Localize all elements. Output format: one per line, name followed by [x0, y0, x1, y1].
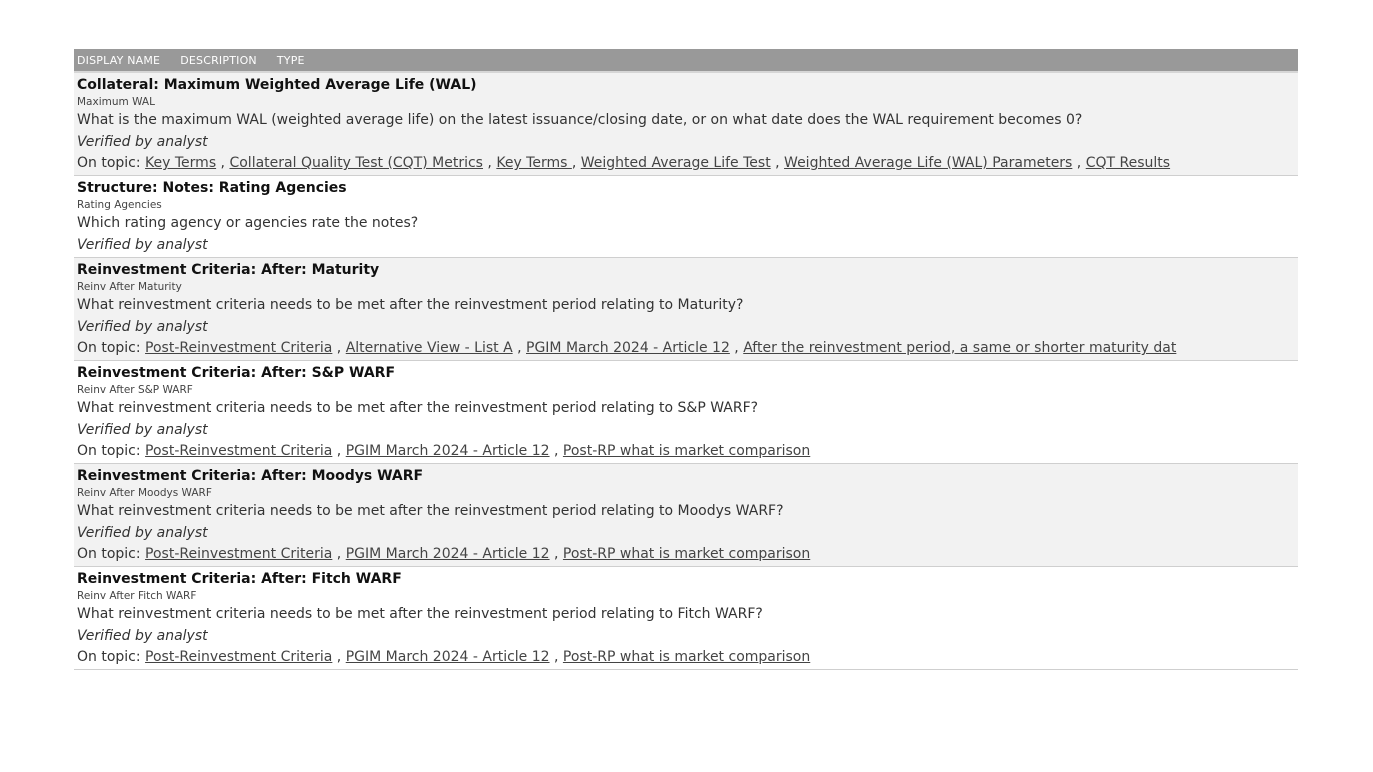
topic-link[interactable]: Key Terms	[496, 155, 572, 171]
row-title: Reinvestment Criteria: After: Fitch WARF	[77, 571, 402, 587]
row-short-name: Reinv After Moodys WARF	[77, 487, 212, 499]
row-title: Collateral: Maximum Weighted Average Life (WAL)	[77, 77, 477, 93]
table-row[interactable]	[74, 73, 1298, 176]
topic-link[interactable]: CQT Results	[1085, 155, 1171, 171]
table-row[interactable]	[74, 361, 1298, 464]
on-topic-line	[77, 153, 1298, 174]
table-row[interactable]	[74, 176, 1298, 258]
verified-label: Verified by analyst	[77, 422, 208, 438]
topic-separator: ,	[512, 340, 527, 356]
topic-separator: ,	[332, 649, 346, 665]
row-title: Structure: Notes: Rating Agencies	[77, 180, 347, 196]
definitions-table	[74, 49, 1298, 670]
row-short-name: Maximum WAL	[77, 96, 155, 108]
on-topic-line	[77, 338, 1298, 359]
topic-link[interactable]: Post-Reinvestment Criteria	[145, 649, 333, 665]
row-title: Reinvestment Criteria: After: Moodys WARF	[77, 468, 424, 484]
topic-link[interactable]: PGIM March 2024 - Article 12	[345, 649, 550, 665]
on-topic-line	[77, 441, 1298, 462]
topic-link[interactable]: After the reinvestment period, a same or shorter maturity dat	[743, 340, 1177, 356]
topic-link[interactable]: Post-RP what is market comparison	[562, 546, 811, 562]
topic-link[interactable]: Post-RP what is market comparison	[562, 443, 811, 459]
topic-separator: ,	[482, 155, 497, 171]
row-title: Reinvestment Criteria: After: S&P WARF	[77, 365, 396, 381]
on-topic-label: On topic:	[77, 340, 141, 356]
verified-label: Verified by analyst	[77, 628, 208, 644]
topic-separator: ,	[1072, 155, 1086, 171]
column-header-description[interactable]: DESCRIPTION	[180, 53, 257, 67]
column-header-display-name[interactable]: DISPLAY NAME	[77, 53, 161, 67]
topic-link[interactable]: Weighted Average Life (WAL) Parameters	[784, 155, 1073, 171]
on-topic-line	[77, 544, 1298, 565]
verified-label: Verified by analyst	[77, 319, 208, 335]
row-description: What reinvestment criteria needs to be met after the reinvestment period relating to Fitch WARF?	[77, 606, 763, 622]
topic-link[interactable]: Post-Reinvestment Criteria	[145, 546, 333, 562]
row-description: What is the maximum WAL (weighted average life) on the latest issuance/closing date, or on what date does the WAL requirement becomes 0?	[77, 112, 1083, 128]
column-header-type[interactable]: TYPE	[276, 53, 305, 67]
on-topic-line	[77, 647, 1298, 668]
table-header	[74, 49, 1298, 73]
row-description: What reinvestment criteria needs to be met after the reinvestment period relating to S&P WARF?	[77, 400, 759, 416]
row-short-name: Rating Agencies	[77, 199, 162, 211]
row-description: What reinvestment criteria needs to be met after the reinvestment period relating to Moodys WARF?	[77, 503, 784, 519]
topic-separator: ,	[549, 546, 563, 562]
topic-separator: ,	[571, 155, 581, 171]
topic-link[interactable]: Post-Reinvestment Criteria	[145, 443, 333, 459]
topic-separator: ,	[549, 443, 563, 459]
verified-label: Verified by analyst	[77, 237, 208, 253]
table-body	[74, 73, 1298, 670]
row-short-name: Reinv After Fitch WARF	[77, 590, 197, 602]
topic-link[interactable]: Post-Reinvestment Criteria	[145, 340, 333, 356]
topic-separator: ,	[729, 340, 744, 356]
verified-label: Verified by analyst	[77, 134, 208, 150]
table-row[interactable]	[74, 258, 1298, 361]
topic-link[interactable]: Alternative View - List A	[345, 340, 513, 356]
table-row[interactable]	[74, 567, 1298, 670]
row-short-name: Reinv After S&P WARF	[77, 384, 193, 396]
topic-separator: ,	[332, 443, 346, 459]
topic-link[interactable]: Post-RP what is market comparison	[562, 649, 811, 665]
table-row[interactable]	[74, 464, 1298, 567]
topic-link[interactable]: PGIM March 2024 - Article 12	[345, 443, 550, 459]
topic-link[interactable]: PGIM March 2024 - Article 12	[526, 340, 730, 356]
topic-separator: ,	[549, 649, 563, 665]
topic-link[interactable]: Collateral Quality Test (CQT) Metrics	[229, 155, 483, 171]
row-description: What reinvestment criteria needs to be met after the reinvestment period relating to Maturity?	[77, 297, 744, 313]
topic-separator: ,	[332, 340, 346, 356]
row-title: Reinvestment Criteria: After: Maturity	[77, 262, 380, 278]
topic-separator: ,	[770, 155, 785, 171]
topic-link[interactable]: PGIM March 2024 - Article 12	[345, 546, 550, 562]
on-topic-label: On topic:	[77, 649, 141, 665]
row-description: Which rating agency or agencies rate the notes?	[77, 215, 419, 231]
on-topic-label: On topic:	[77, 155, 141, 171]
topic-link[interactable]: Weighted Average Life Test	[580, 155, 771, 171]
topic-separator: ,	[332, 546, 346, 562]
verified-label: Verified by analyst	[77, 525, 208, 541]
on-topic-label: On topic:	[77, 443, 141, 459]
on-topic-label: On topic:	[77, 546, 141, 562]
row-short-name: Reinv After Maturity	[77, 281, 182, 293]
topic-separator: ,	[216, 155, 230, 171]
topic-link[interactable]: Key Terms	[145, 155, 217, 171]
